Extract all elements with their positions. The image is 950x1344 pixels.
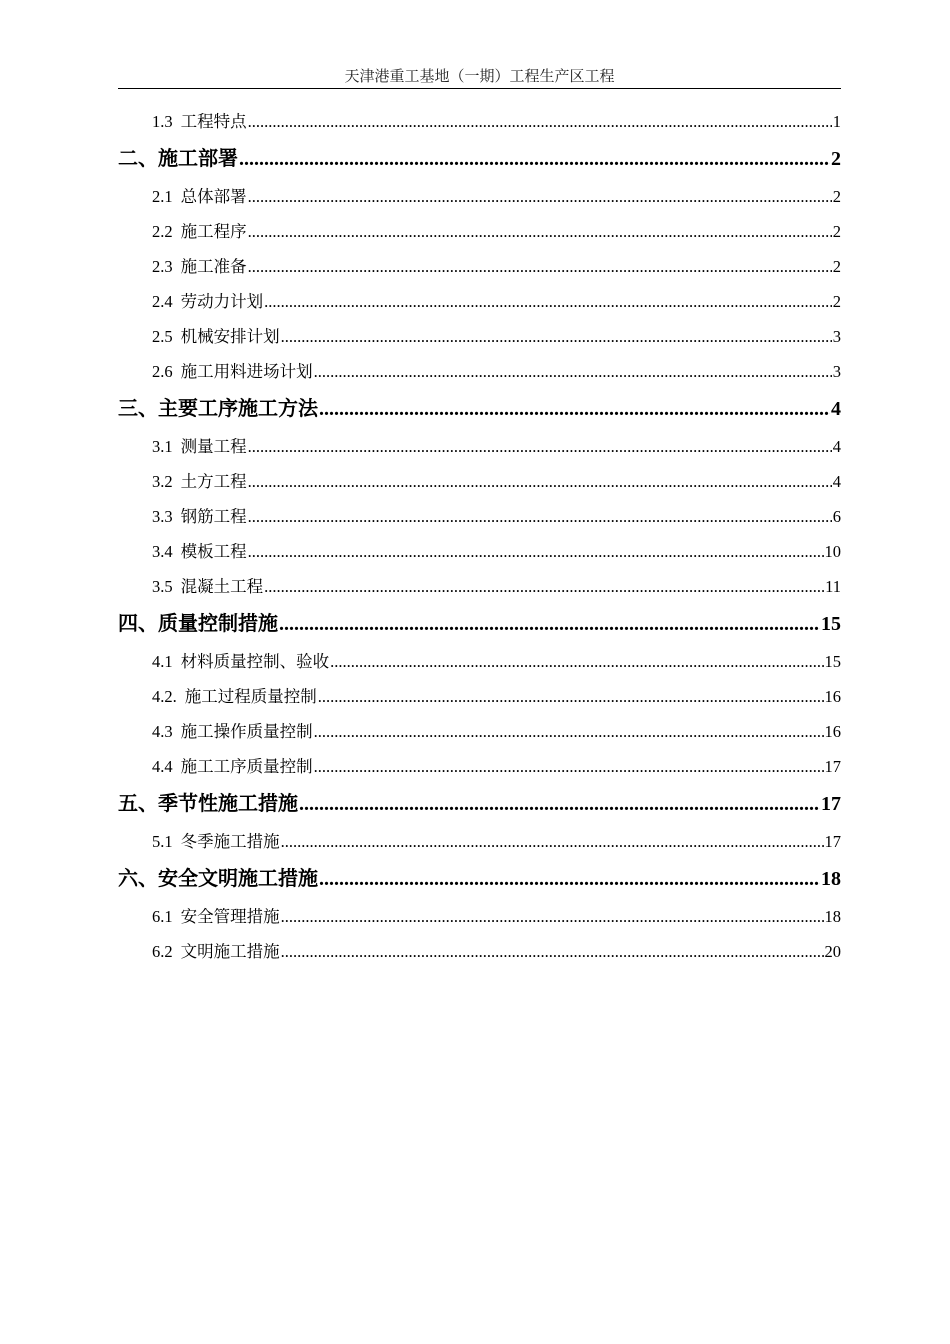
- toc-dot-leader: [281, 319, 832, 354]
- toc-dot-leader: [330, 644, 823, 679]
- toc-section-entry[interactable]: [118, 824, 841, 859]
- toc-dot-leader: [281, 824, 824, 859]
- toc-dot-leader: [248, 249, 832, 284]
- toc-page-number: 4: [832, 472, 841, 491]
- toc-entry-title: 工程特点: [180, 112, 247, 131]
- toc-page-number: 1: [832, 112, 841, 131]
- toc-entry-label: [118, 139, 238, 179]
- toc-entry-title: 四、质量控制措施: [118, 613, 278, 635]
- toc-section-entry[interactable]: [118, 429, 841, 464]
- toc-section-entry[interactable]: [118, 934, 841, 969]
- toc-section-entry[interactable]: [118, 284, 841, 319]
- toc-section-entry[interactable]: [118, 569, 841, 604]
- toc-entry-number: 3.1: [152, 437, 173, 456]
- toc-section-entry[interactable]: [118, 714, 841, 749]
- toc-dot-leader: [318, 679, 824, 714]
- toc-entry-label: [152, 824, 280, 859]
- toc-page-number: 2: [832, 257, 841, 276]
- toc-chapter-entry[interactable]: [118, 859, 841, 899]
- toc-entry-label: [152, 179, 247, 214]
- toc-section-entry[interactable]: [118, 104, 841, 139]
- toc-dot-leader: [279, 604, 820, 644]
- toc-entry-title: 文明施工措施: [180, 942, 280, 961]
- toc-entry-label: [152, 714, 313, 749]
- toc-entry-number: 4.1: [152, 652, 173, 671]
- toc-entry-title: 五、季节性施工措施: [118, 793, 298, 815]
- toc-entry-title: 施工工序质量控制: [180, 757, 313, 776]
- toc-page-number: 10: [824, 542, 841, 561]
- toc-page-number: 3: [832, 327, 841, 346]
- toc-page-number: 2: [832, 187, 841, 206]
- toc-entry-label: [152, 249, 247, 284]
- toc-entry-number: 5.1: [152, 832, 173, 851]
- toc-dot-leader: [248, 464, 832, 499]
- toc-entry-label: [152, 354, 313, 389]
- toc-dot-leader: [248, 429, 832, 464]
- toc-entry-number: 2.4: [152, 292, 173, 311]
- toc-dot-leader: [248, 534, 824, 569]
- toc-chapter-entry[interactable]: [118, 784, 841, 824]
- toc-chapter-entry[interactable]: [118, 389, 841, 429]
- toc-entry-title: 机械安排计划: [180, 327, 280, 346]
- toc-entry-title: 劳动力计划: [180, 292, 264, 311]
- toc-entry-title: 施工过程质量控制: [184, 687, 317, 706]
- toc-entry-number: 3.4: [152, 542, 173, 561]
- toc-entry-title: 混凝土工程: [180, 577, 264, 596]
- toc-entry-number: 1.3: [152, 112, 173, 131]
- toc-section-entry[interactable]: [118, 899, 841, 934]
- toc-dot-leader: [319, 389, 830, 429]
- toc-page-number: 2: [832, 222, 841, 241]
- toc-page-number: 4: [831, 398, 841, 420]
- toc-entry-label: [118, 784, 298, 824]
- toc-dot-leader: [314, 714, 824, 749]
- toc-section-entry[interactable]: [118, 464, 841, 499]
- toc-entry-number: 2.6: [152, 362, 173, 381]
- toc-section-entry[interactable]: [118, 179, 841, 214]
- toc-entry-title: 安全管理措施: [180, 907, 280, 926]
- toc-dot-leader: [314, 354, 832, 389]
- toc-dot-leader: [239, 139, 830, 179]
- toc-entry-label: [118, 604, 278, 644]
- toc-entry-label: [152, 534, 247, 569]
- toc-dot-leader: [248, 104, 832, 139]
- toc-dot-leader: [248, 179, 832, 214]
- toc-dot-leader: [281, 899, 824, 934]
- toc-entry-title: 模板工程: [180, 542, 247, 561]
- toc-page-number: 15: [824, 652, 841, 671]
- toc-chapter-entry[interactable]: [118, 139, 841, 179]
- toc-section-entry[interactable]: [118, 249, 841, 284]
- toc-entry-label: [152, 569, 263, 604]
- toc-entry-number: 2.1: [152, 187, 173, 206]
- toc-entry-label: [152, 934, 280, 969]
- toc-entry-number: 6.2: [152, 942, 173, 961]
- toc-section-entry[interactable]: [118, 534, 841, 569]
- toc-entry-label: [152, 499, 247, 534]
- toc-entry-title: 土方工程: [180, 472, 247, 491]
- toc-entry-number: 6.1: [152, 907, 173, 926]
- toc-page-number: 16: [824, 722, 841, 741]
- toc-entry-title: 三、主要工序施工方法: [118, 398, 318, 420]
- toc-page-number: 20: [824, 942, 841, 961]
- toc-section-entry[interactable]: [118, 354, 841, 389]
- toc-entry-number: 2.2: [152, 222, 173, 241]
- toc-entry-number: 2.3: [152, 257, 173, 276]
- toc-page-number: 2: [831, 148, 841, 170]
- toc-entry-label: [152, 464, 247, 499]
- table-of-contents: [118, 104, 841, 969]
- toc-entry-number: 3.3: [152, 507, 173, 526]
- toc-entry-number: 2.5: [152, 327, 173, 346]
- toc-entry-label: [152, 749, 313, 784]
- toc-entry-title: 六、安全文明施工措施: [118, 868, 318, 890]
- toc-section-entry[interactable]: [118, 214, 841, 249]
- toc-dot-leader: [264, 569, 824, 604]
- toc-entry-label: [152, 214, 247, 249]
- toc-entry-title: 施工准备: [180, 257, 247, 276]
- toc-chapter-entry[interactable]: [118, 604, 841, 644]
- toc-entry-title: 施工用料进场计划: [180, 362, 313, 381]
- toc-page-number: 17: [824, 832, 841, 851]
- toc-section-entry[interactable]: [118, 679, 841, 714]
- toc-section-entry[interactable]: [118, 749, 841, 784]
- toc-entry-title: 钢筋工程: [180, 507, 247, 526]
- toc-dot-leader: [248, 214, 832, 249]
- toc-entry-number: 4.4: [152, 757, 173, 776]
- toc-section-entry[interactable]: [118, 644, 841, 679]
- running-header: 天津港重工基地（一期）工程生产区工程: [118, 66, 841, 89]
- toc-page-number: 4: [832, 437, 841, 456]
- toc-page-number: 17: [824, 757, 841, 776]
- toc-entry-label: [152, 319, 280, 354]
- toc-dot-leader: [314, 749, 824, 784]
- toc-page-number: 11: [825, 577, 841, 596]
- toc-entry-title: 冬季施工措施: [180, 832, 280, 851]
- toc-entry-label: [118, 859, 318, 899]
- toc-entry-label: [152, 899, 280, 934]
- toc-page-number: 18: [821, 868, 841, 890]
- toc-entry-title: 施工程序: [180, 222, 247, 241]
- toc-entry-title: 总体部署: [180, 187, 247, 206]
- toc-page-number: 17: [821, 793, 841, 815]
- toc-page-number: 15: [821, 613, 841, 635]
- toc-entry-number: 4.3: [152, 722, 173, 741]
- toc-dot-leader: [299, 784, 820, 824]
- toc-page-number: 6: [832, 507, 841, 526]
- toc-entry-label: [118, 389, 318, 429]
- toc-entry-label: [152, 104, 247, 139]
- toc-entry-label: [152, 644, 329, 679]
- toc-page-number: 18: [824, 907, 841, 926]
- toc-dot-leader: [281, 934, 824, 969]
- toc-entry-title: 施工操作质量控制: [180, 722, 313, 741]
- toc-entry-label: [152, 679, 317, 714]
- toc-entry-title: 测量工程: [180, 437, 247, 456]
- toc-section-entry[interactable]: [118, 499, 841, 534]
- toc-entry-number: 3.2: [152, 472, 173, 491]
- toc-page-number: 3: [832, 362, 841, 381]
- toc-entry-number: 4.2.: [152, 687, 177, 706]
- toc-entry-label: [152, 284, 263, 319]
- toc-section-entry[interactable]: [118, 319, 841, 354]
- toc-entry-label: [152, 429, 247, 464]
- toc-page-number: 16: [824, 687, 841, 706]
- toc-dot-leader: [248, 499, 832, 534]
- toc-entry-number: 3.5: [152, 577, 173, 596]
- toc-page-number: 2: [832, 292, 841, 311]
- toc-entry-title: 材料质量控制、验收: [180, 652, 330, 671]
- toc-dot-leader: [319, 859, 820, 899]
- toc-dot-leader: [264, 284, 832, 319]
- toc-entry-title: 二、施工部署: [118, 148, 238, 170]
